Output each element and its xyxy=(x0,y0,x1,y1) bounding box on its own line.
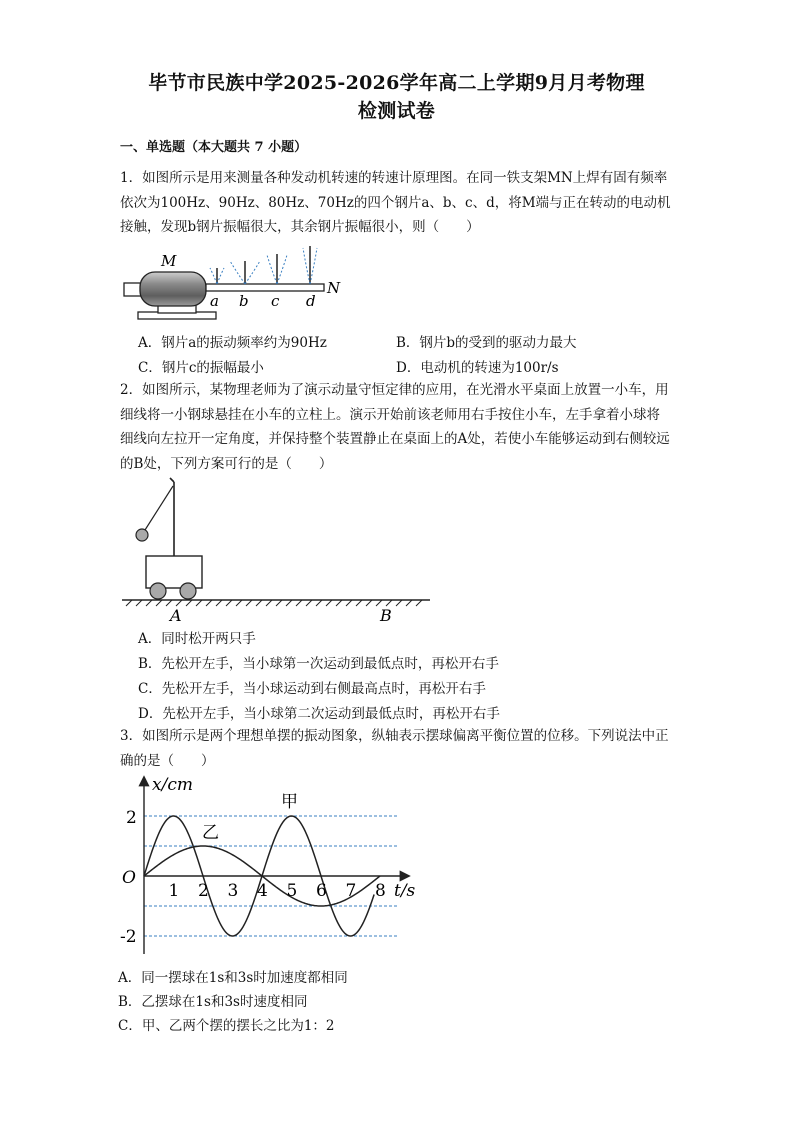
origin-label: O xyxy=(122,868,136,888)
q1-option-a[interactable]: A．钢片a的振动频率约为90Hz xyxy=(138,335,327,351)
q3-option-b[interactable]: B．乙摆球在1s和3s时速度相同 xyxy=(118,994,308,1010)
series-label-jia: 甲 xyxy=(281,792,298,812)
q2-option-b[interactable]: B．先松开左手，当小球第一次运动到最低点时，再松开右手 xyxy=(138,656,499,672)
question-2-stem: 2．如图所示，某物理老师为了演示动量守恒定律的应用，在光滑水平桌面上放置一小车，用细线将一小钢球悬挂在小车的立柱上。演示开始前该老师用右手按住小车，左手拿着小球将细线向左拉开一定角度，并保持整个装置静止在桌面上的A处，若使小车能够运动到右侧较远的B处，下列方案可行的是（ ） xyxy=(120,382,670,472)
steel-strips xyxy=(217,246,310,284)
series-label-yi: 乙 xyxy=(202,823,219,843)
exam-title-line2: 检测试卷 xyxy=(357,100,436,122)
q3-option-a[interactable]: A．同一摆球在1s和3s时加速度都相同 xyxy=(118,970,348,986)
strip-vibration-lines xyxy=(210,248,317,284)
label-c: c xyxy=(271,292,280,310)
label-a: a xyxy=(210,292,219,310)
label-position-a: A xyxy=(170,606,182,625)
x-tick-1: 1 xyxy=(168,881,180,901)
tachometer-figure xyxy=(118,240,358,322)
x-tick-6: 6 xyxy=(316,881,327,901)
post-arm xyxy=(170,478,174,482)
question-1-stem: 1．如图所示是用来测量各种发动机转速的转速计原理图。在同一铁支架MN上焊有固有频率依次为100Hz、90Hz、80Hz、70Hz的四个钢片a、b、c、d，将M端与正在转动的电动机接触，发现b钢片振幅很大，其余钢片振幅很小，则（ ） xyxy=(120,170,671,235)
q3-option-c[interactable]: C．甲、乙两个摆的摆长之比为1：2 xyxy=(118,1018,335,1034)
cart-pendulum-figure xyxy=(118,474,438,626)
motor-shaft xyxy=(124,283,142,296)
x-axis-label: t/s xyxy=(394,881,416,901)
x-tick-8: 8 xyxy=(375,881,386,901)
question-3-stem: 3．如图所示是两个理想单摆的振动图象，纵轴表示摆球偏离平衡位置的位移。下列说法中正确的是（ ） xyxy=(120,728,669,769)
cart-wheel-right xyxy=(180,583,196,599)
x-tick-2: 2 xyxy=(198,881,209,901)
q1-option-c[interactable]: C．钢片c的振幅最小 xyxy=(138,360,264,376)
x-tick-3: 3 xyxy=(227,881,239,901)
q2-option-a[interactable]: A．同时松开两只手 xyxy=(138,631,256,647)
x-tick-labels xyxy=(169,881,386,901)
y-axis-label: x/cm xyxy=(152,775,193,795)
pendulum-string xyxy=(145,486,173,530)
oscillation-graph xyxy=(118,772,428,960)
rod-mn xyxy=(206,284,324,291)
q1-option-b[interactable]: B．钢片b的受到的驱动力最大 xyxy=(396,335,577,351)
q1-option-d[interactable]: D．电动机的转速为100r/s xyxy=(396,360,559,376)
section-title: 一、单选题（本大题共 7 小题） xyxy=(120,140,308,155)
steel-ball xyxy=(136,529,148,541)
q2-option-d[interactable]: D．先松开左手，当小球第二次运动到最低点时，再松开右手 xyxy=(138,706,500,722)
exam-title-line1: 毕节市民族中学2025-2026学年高二上学期9月月考物理 xyxy=(148,72,645,94)
motor-body xyxy=(140,272,206,306)
label-position-b: B xyxy=(380,606,392,625)
x-tick-4: 4 xyxy=(257,881,268,901)
label-b: b xyxy=(239,292,249,310)
label-d: d xyxy=(306,292,316,310)
x-tick-7: 7 xyxy=(345,881,357,901)
cart-wheel-left xyxy=(150,583,166,599)
label-m: M xyxy=(161,252,177,270)
label-n: N xyxy=(327,279,341,297)
y-tick-neg2: -2 xyxy=(120,927,137,947)
q2-option-c[interactable]: C．先松开左手，当小球运动到右侧最高点时，再松开右手 xyxy=(138,681,486,697)
x-tick-5: 5 xyxy=(286,881,298,901)
y-tick-2: 2 xyxy=(126,808,137,828)
